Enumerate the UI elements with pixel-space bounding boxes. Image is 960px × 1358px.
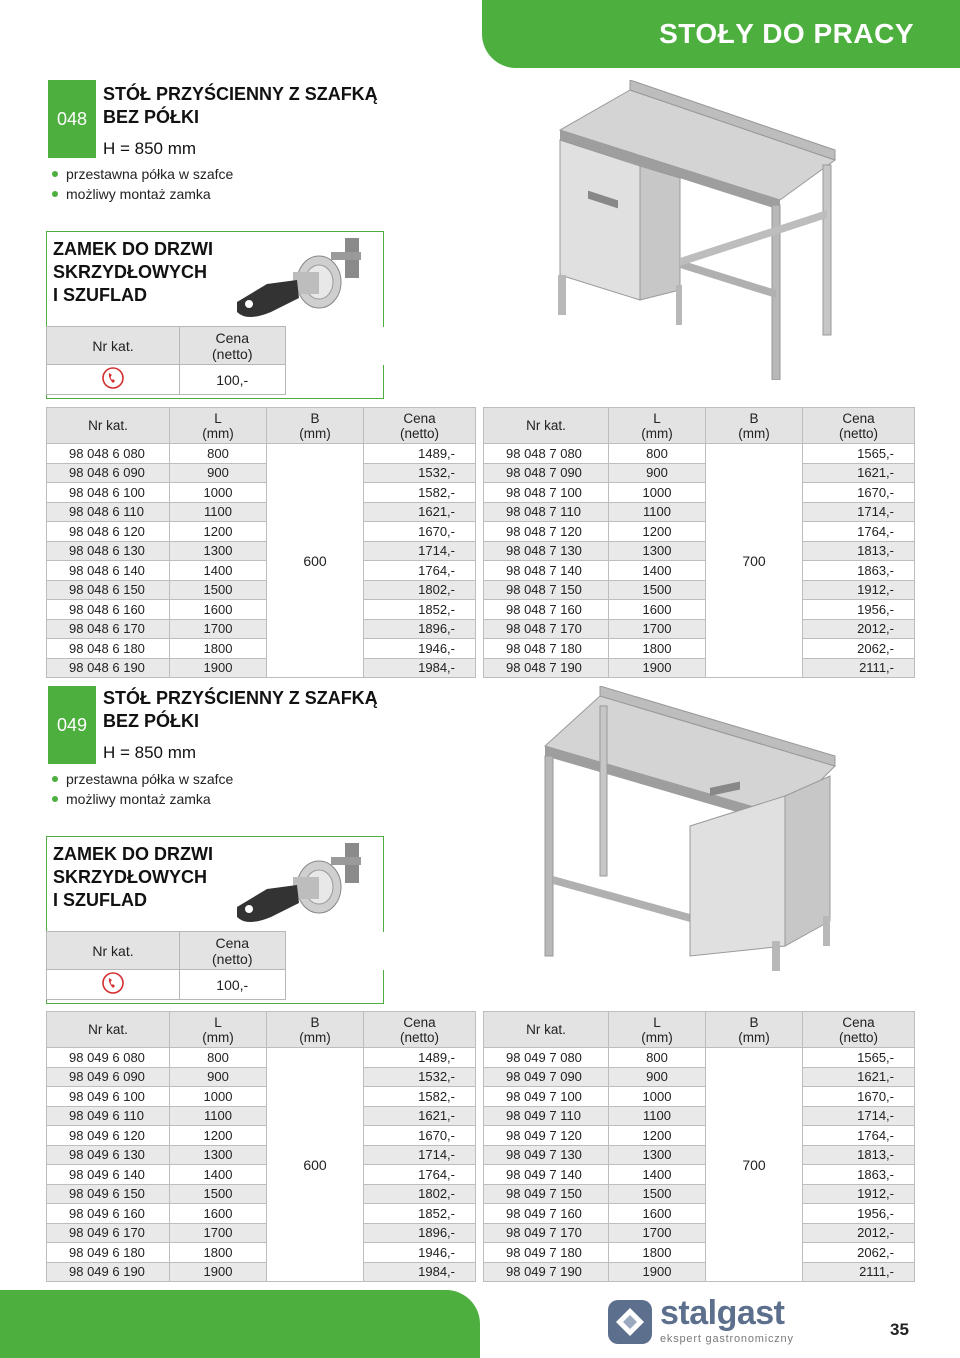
feature-item: przestawna półka w szafce	[52, 769, 233, 789]
cell-catalog-number: 98 048 7 080	[484, 444, 609, 464]
lock-image	[227, 837, 377, 932]
cell-catalog-number: 98 048 7 190	[484, 658, 609, 678]
cell-length: 800	[170, 1048, 267, 1068]
product-code-badge: 048	[48, 80, 96, 158]
cell-length: 1100	[170, 502, 267, 522]
cell-catalog-number: 98 048 7 090	[484, 463, 609, 483]
cell-length: 1200	[609, 522, 706, 542]
cell-length: 1400	[170, 1165, 267, 1185]
col-header-b: B (mm)	[706, 408, 803, 444]
cell-price: 1489,-	[364, 444, 476, 464]
cell-catalog-number: 98 049 7 080	[484, 1048, 609, 1068]
cell-price: 2111,-	[803, 658, 915, 678]
table-row	[484, 1067, 915, 1087]
cell-length: 1500	[170, 1184, 267, 1204]
cell-length: 1300	[170, 541, 267, 561]
footer-accent-bar	[0, 1290, 480, 1358]
feature-item: możliwy montaż zamka	[52, 789, 233, 809]
lock-image	[227, 232, 377, 327]
cell-length: 1500	[609, 1184, 706, 1204]
cell-catalog-number: 98 049 7 150	[484, 1184, 609, 1204]
lock-title	[53, 843, 213, 912]
cell-catalog-number: 98 048 7 100	[484, 483, 609, 503]
table-row	[484, 1087, 915, 1107]
cell-price: 1670,-	[803, 1087, 915, 1107]
cell-catalog-number: 98 048 6 180	[47, 639, 170, 659]
cell-catalog-number: 98 048 6 120	[47, 522, 170, 542]
table-row	[484, 463, 915, 483]
col-header-nr: Nr kat.	[47, 408, 170, 444]
table-row	[47, 639, 476, 659]
table-row	[47, 1126, 476, 1146]
cell-catalog-number: 98 049 6 180	[47, 1243, 170, 1263]
cell-catalog-number: 98 049 6 170	[47, 1223, 170, 1243]
cell-catalog-number: 98 048 7 150	[484, 580, 609, 600]
table-row	[47, 1067, 476, 1087]
cell-price: 1802,-	[364, 580, 476, 600]
lock-col-cena: Cena (netto)	[180, 327, 286, 365]
cell-catalog-number: 98 048 6 080	[47, 444, 170, 464]
cell-length: 1300	[609, 1145, 706, 1165]
lock-price-table	[46, 326, 385, 395]
col-header-cena: Cena (netto)	[364, 408, 476, 444]
cell-price: 1984,-	[364, 658, 476, 678]
cell-length: 900	[170, 1067, 267, 1087]
cell-length: 1900	[609, 658, 706, 678]
cell-price: 1863,-	[803, 561, 915, 581]
cell-catalog-number: 98 049 7 130	[484, 1145, 609, 1165]
cell-length: 900	[609, 463, 706, 483]
cell-price: 1764,-	[364, 561, 476, 581]
col-header-nr: Nr kat.	[484, 1012, 609, 1048]
cell-price: 1714,-	[803, 1106, 915, 1126]
phone-icon	[47, 970, 180, 1000]
cell-price: 1582,-	[364, 483, 476, 503]
cell-catalog-number: 98 049 6 140	[47, 1165, 170, 1185]
table-row	[47, 502, 476, 522]
cell-length: 900	[609, 1067, 706, 1087]
cell-length: 1000	[609, 1087, 706, 1107]
stalgast-logo-icon	[606, 1298, 654, 1346]
cell-catalog-number: 98 049 7 170	[484, 1223, 609, 1243]
lock-title-line: ZAMEK DO DRZWI	[53, 239, 213, 259]
cell-price: 1714,-	[364, 541, 476, 561]
cell-catalog-number: 98 049 6 080	[47, 1048, 170, 1068]
price-table-b600	[46, 407, 476, 678]
cell-catalog-number: 98 049 6 160	[47, 1204, 170, 1224]
table-row	[47, 463, 476, 483]
cell-catalog-number: 98 049 6 110	[47, 1106, 170, 1126]
table-row	[47, 522, 476, 542]
table-row	[47, 1184, 476, 1204]
cell-catalog-number: 98 049 7 160	[484, 1204, 609, 1224]
cell-price: 1912,-	[803, 580, 915, 600]
cell-price: 1764,-	[803, 1126, 915, 1146]
cell-price: 1489,-	[364, 1048, 476, 1068]
product-title-line: BEZ PÓŁKI	[103, 711, 200, 731]
cell-depth: 600	[267, 444, 364, 678]
price-rows	[47, 1048, 476, 1282]
cell-catalog-number: 98 048 7 170	[484, 619, 609, 639]
cell-price: 2111,-	[803, 1262, 915, 1282]
cell-length: 1800	[170, 639, 267, 659]
cell-catalog-number: 98 049 6 120	[47, 1126, 170, 1146]
cell-length: 1400	[609, 1165, 706, 1185]
cell-price: 1565,-	[803, 1048, 915, 1068]
cell-price: 1670,-	[364, 1126, 476, 1146]
cell-price: 1813,-	[803, 541, 915, 561]
lock-col-cena: Cena (netto)	[180, 932, 286, 970]
lock-col-nr: Nr kat.	[47, 932, 180, 970]
cell-price: 1802,-	[364, 1184, 476, 1204]
cell-length: 1300	[609, 541, 706, 561]
col-header-nr: Nr kat.	[47, 1012, 170, 1048]
product-image-table-cabinet-left	[540, 80, 840, 380]
table-row	[47, 1048, 476, 1068]
cell-price: 1896,-	[364, 619, 476, 639]
col-header-cena: Cena (netto)	[364, 1012, 476, 1048]
table-row	[47, 658, 476, 678]
table-row	[47, 1145, 476, 1165]
table-row	[47, 1106, 476, 1126]
cell-catalog-number: 98 049 7 120	[484, 1126, 609, 1146]
cell-price: 1764,-	[803, 522, 915, 542]
lock-title-line: SKRZYDŁOWYCH	[53, 262, 207, 282]
cell-price: 1532,-	[364, 1067, 476, 1087]
cell-price: 1621,-	[803, 463, 915, 483]
lock-title-line: ZAMEK DO DRZWI	[53, 844, 213, 864]
col-header-l: L (mm)	[170, 408, 267, 444]
cell-price: 1582,-	[364, 1087, 476, 1107]
table-row	[47, 541, 476, 561]
table-row	[484, 502, 915, 522]
cell-price: 1852,-	[364, 600, 476, 620]
cell-length: 1900	[170, 658, 267, 678]
table-row	[47, 1262, 476, 1282]
cell-price: 1956,-	[803, 600, 915, 620]
product-title-line: BEZ PÓŁKI	[103, 107, 200, 127]
cell-catalog-number: 98 048 7 140	[484, 561, 609, 581]
table-row	[47, 1165, 476, 1185]
cell-catalog-number: 98 048 6 110	[47, 502, 170, 522]
cell-length: 1700	[170, 1223, 267, 1243]
cell-length: 1200	[170, 522, 267, 542]
table-row	[47, 1087, 476, 1107]
cell-catalog-number: 98 048 7 160	[484, 600, 609, 620]
table-row	[484, 639, 915, 659]
cell-length: 1600	[609, 600, 706, 620]
col-header-l: L (mm)	[609, 1012, 706, 1048]
price-rows	[484, 1048, 915, 1282]
col-header-nr: Nr kat.	[484, 408, 609, 444]
lock-title	[53, 238, 213, 307]
price-rows	[47, 444, 476, 678]
table-row	[47, 580, 476, 600]
table-row	[47, 483, 476, 503]
lock-accessory-box	[46, 836, 384, 1004]
table-row	[47, 1223, 476, 1243]
cell-price: 1946,-	[364, 1243, 476, 1263]
cell-catalog-number: 98 049 6 150	[47, 1184, 170, 1204]
cell-price: 1813,-	[803, 1145, 915, 1165]
table-row	[484, 619, 915, 639]
lock-price: 100,-	[180, 365, 286, 395]
cell-catalog-number: 98 049 7 180	[484, 1243, 609, 1263]
logo-tagline: ekspert gastronomiczny	[660, 1333, 794, 1345]
cell-price: 1621,-	[803, 1067, 915, 1087]
product-image-table-cabinet-right	[540, 686, 840, 976]
cell-length: 1200	[609, 1126, 706, 1146]
logo-wordmark: stalgast	[660, 1294, 785, 1332]
cell-price: 1714,-	[803, 502, 915, 522]
cell-length: 1900	[170, 1262, 267, 1282]
cell-length: 1100	[609, 1106, 706, 1126]
cell-price: 1670,-	[364, 522, 476, 542]
cell-length: 1300	[170, 1145, 267, 1165]
cell-price: 2062,-	[803, 639, 915, 659]
cell-length: 1700	[609, 619, 706, 639]
col-header-cena: Cena (netto)	[803, 408, 915, 444]
table-row	[484, 1223, 915, 1243]
table-row	[484, 1204, 915, 1224]
cell-catalog-number: 98 048 6 130	[47, 541, 170, 561]
table-row	[484, 1184, 915, 1204]
cell-length: 1100	[170, 1106, 267, 1126]
cell-length: 1700	[609, 1223, 706, 1243]
table-row	[47, 600, 476, 620]
cell-catalog-number: 98 048 7 130	[484, 541, 609, 561]
table-row	[47, 1204, 476, 1224]
col-header-cena: Cena (netto)	[803, 1012, 915, 1048]
cell-catalog-number: 98 049 7 190	[484, 1262, 609, 1282]
table-row	[484, 1243, 915, 1263]
table-row	[484, 1145, 915, 1165]
cell-length: 1800	[609, 639, 706, 659]
cell-catalog-number: 98 048 6 090	[47, 463, 170, 483]
product-height: H = 850 mm	[103, 139, 197, 158]
table-row	[484, 1126, 915, 1146]
cell-length: 1500	[170, 580, 267, 600]
feature-list	[52, 164, 233, 204]
cell-length: 1400	[170, 561, 267, 581]
cell-length: 1400	[609, 561, 706, 581]
feature-item: możliwy montaż zamka	[52, 184, 233, 204]
table-row	[484, 561, 915, 581]
cell-length: 1600	[609, 1204, 706, 1224]
lock-col-nr: Nr kat.	[47, 327, 180, 365]
section-title: STOŁY DO PRACY	[659, 18, 914, 49]
price-table-b600	[46, 1011, 476, 1282]
table-row	[484, 444, 915, 464]
table-row	[47, 444, 476, 464]
col-header-b: B (mm)	[267, 408, 364, 444]
cell-length: 1000	[170, 483, 267, 503]
cell-price: 1621,-	[364, 1106, 476, 1126]
table-row	[484, 600, 915, 620]
cell-length: 1700	[170, 619, 267, 639]
price-rows	[484, 444, 915, 678]
cell-price: 1670,-	[803, 483, 915, 503]
table-row	[484, 658, 915, 678]
cell-length: 1900	[609, 1262, 706, 1282]
cell-length: 1200	[170, 1126, 267, 1146]
cell-price: 1621,-	[364, 502, 476, 522]
cell-length: 800	[170, 444, 267, 464]
table-row	[47, 619, 476, 639]
cell-price: 2062,-	[803, 1243, 915, 1263]
cell-catalog-number: 98 049 7 100	[484, 1087, 609, 1107]
cell-catalog-number: 98 049 6 090	[47, 1067, 170, 1087]
cell-depth: 700	[706, 1048, 803, 1282]
cell-length: 900	[170, 463, 267, 483]
cell-catalog-number: 98 048 6 160	[47, 600, 170, 620]
table-row	[47, 561, 476, 581]
cell-price: 1863,-	[803, 1165, 915, 1185]
cell-price: 1946,-	[364, 639, 476, 659]
cell-catalog-number: 98 049 6 190	[47, 1262, 170, 1282]
lock-title-line: I SZUFLAD	[53, 890, 147, 910]
cell-depth: 700	[706, 444, 803, 678]
cell-catalog-number: 98 048 7 120	[484, 522, 609, 542]
cell-length: 800	[609, 444, 706, 464]
cell-length: 1600	[170, 1204, 267, 1224]
cell-catalog-number: 98 049 7 090	[484, 1067, 609, 1087]
cell-price: 1565,-	[803, 444, 915, 464]
phone-icon	[47, 365, 180, 395]
cell-length: 1800	[170, 1243, 267, 1263]
price-table-b700	[483, 407, 915, 678]
cell-price: 1956,-	[803, 1204, 915, 1224]
price-table-b700	[483, 1011, 915, 1282]
col-header-l: L (mm)	[609, 408, 706, 444]
cell-price: 1984,-	[364, 1262, 476, 1282]
cell-catalog-number: 98 048 6 150	[47, 580, 170, 600]
cell-catalog-number: 98 049 6 130	[47, 1145, 170, 1165]
cell-catalog-number: 98 048 6 140	[47, 561, 170, 581]
table-row	[484, 541, 915, 561]
product-title	[103, 83, 378, 129]
product-height: H = 850 mm	[103, 743, 197, 762]
table-row	[484, 580, 915, 600]
cell-catalog-number: 98 048 6 100	[47, 483, 170, 503]
lock-accessory-box	[46, 231, 384, 399]
cell-length: 1000	[170, 1087, 267, 1107]
cell-length: 1500	[609, 580, 706, 600]
cell-length: 1100	[609, 502, 706, 522]
cell-length: 1000	[609, 483, 706, 503]
cell-catalog-number: 98 048 7 110	[484, 502, 609, 522]
lock-title-line: SKRZYDŁOWYCH	[53, 867, 207, 887]
cell-catalog-number: 98 048 7 180	[484, 639, 609, 659]
product-title-line: STÓŁ PRZYŚCIENNY Z SZAFKĄ	[103, 84, 378, 104]
lock-price: 100,-	[180, 970, 286, 1000]
cell-length: 1800	[609, 1243, 706, 1263]
col-header-b: B (mm)	[706, 1012, 803, 1048]
product-title-line: STÓŁ PRZYŚCIENNY Z SZAFKĄ	[103, 688, 378, 708]
page-number: 35	[890, 1320, 909, 1339]
table-row	[484, 522, 915, 542]
cell-length: 800	[609, 1048, 706, 1068]
table-row	[484, 1048, 915, 1068]
cell-price: 1532,-	[364, 463, 476, 483]
product-code-badge: 049	[48, 686, 96, 764]
cell-depth: 600	[267, 1048, 364, 1282]
col-header-b: B (mm)	[267, 1012, 364, 1048]
table-row	[47, 1243, 476, 1263]
feature-list	[52, 769, 233, 809]
cell-price: 1714,-	[364, 1145, 476, 1165]
cell-price: 1896,-	[364, 1223, 476, 1243]
cell-catalog-number: 98 049 7 140	[484, 1165, 609, 1185]
cell-price: 2012,-	[803, 1223, 915, 1243]
cell-catalog-number: 98 049 7 110	[484, 1106, 609, 1126]
lock-title-line: I SZUFLAD	[53, 285, 147, 305]
table-row	[484, 1165, 915, 1185]
section-header-banner	[482, 0, 960, 68]
table-row	[484, 1262, 915, 1282]
cell-catalog-number: 98 048 6 190	[47, 658, 170, 678]
cell-price: 2012,-	[803, 619, 915, 639]
table-row	[484, 483, 915, 503]
table-row	[484, 1106, 915, 1126]
lock-price-table	[46, 931, 385, 1000]
col-header-l: L (mm)	[170, 1012, 267, 1048]
cell-length: 1600	[170, 600, 267, 620]
cell-price: 1852,-	[364, 1204, 476, 1224]
product-title	[103, 687, 378, 733]
cell-price: 1764,-	[364, 1165, 476, 1185]
cell-catalog-number: 98 048 6 170	[47, 619, 170, 639]
feature-item: przestawna półka w szafce	[52, 164, 233, 184]
cell-price: 1912,-	[803, 1184, 915, 1204]
cell-catalog-number: 98 049 6 100	[47, 1087, 170, 1107]
